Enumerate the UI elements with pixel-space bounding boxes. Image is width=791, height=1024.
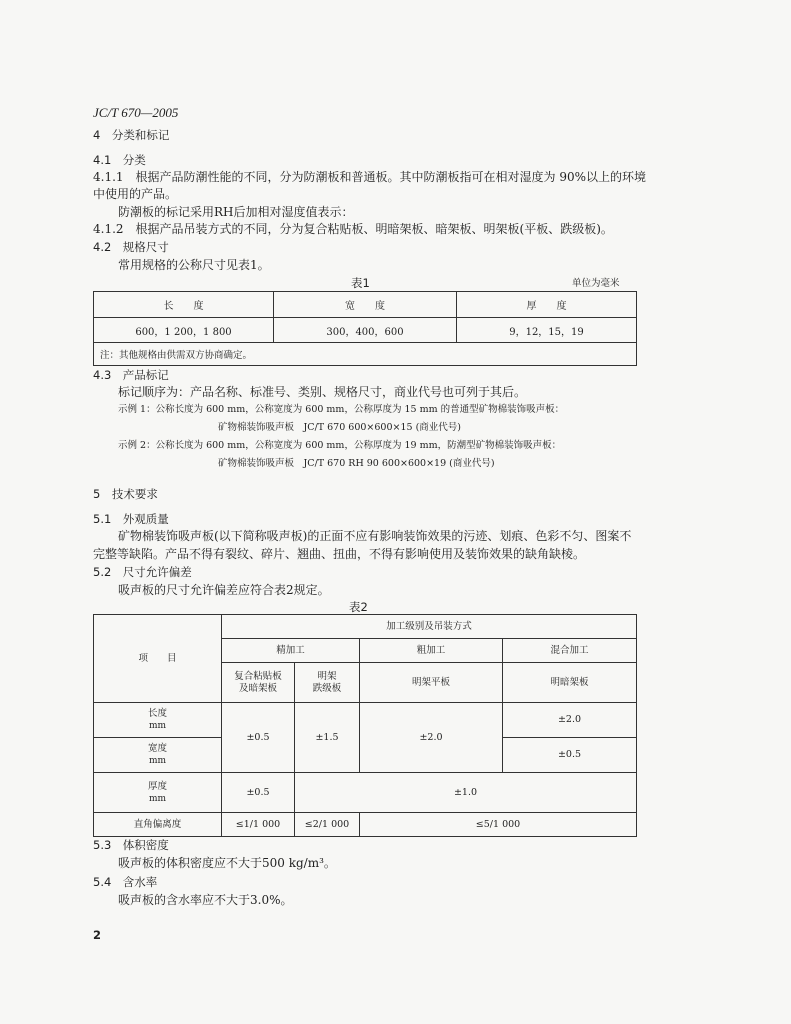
table2-mixed-header: 混合加工 xyxy=(503,639,637,663)
example-1-marking: 矿物棉装饰吸声板 JC/T 670 600×600×15 (商业代号) xyxy=(218,422,461,433)
table2-sub-exposed-step-line2: 跌级板 xyxy=(312,682,342,694)
table2-rough-header: 粗加工 xyxy=(360,639,503,663)
table2-sub-composite-line2: 及暗架板 xyxy=(238,682,277,694)
table2-fine-header: 精加工 xyxy=(222,639,360,663)
paragraph-5-3: 吸声板的体积密度应不大于500 kg/m³。 xyxy=(118,856,336,870)
table2-row-length-label xyxy=(94,703,222,738)
table1-header-thickness: 厚 度 xyxy=(457,292,637,318)
table2-length-label: 长度 xyxy=(147,708,167,719)
section-5-heading: 5 技术要求 xyxy=(93,487,158,501)
table2-squareness-fine1: ≤1/1 000 xyxy=(222,813,295,837)
table1 xyxy=(93,291,637,366)
table1-cell-width: 300，400，600 xyxy=(274,318,457,343)
table1-cell-thickness: 9，12，15，19 xyxy=(457,318,637,343)
table2-sub-exposed-step xyxy=(295,663,360,703)
table2-sub-composite xyxy=(222,663,295,703)
section-4-3-heading: 4.3 产品标记 xyxy=(93,368,169,382)
table1-caption: 表1 xyxy=(351,276,370,290)
paragraph-5-4: 吸声板的含水率应不大于3.0%。 xyxy=(118,893,293,907)
paragraph-5-1-line1: 矿物棉装饰吸声板(以下简称吸声板)的正面不应有影响装饰效果的污迹、划痕、色彩不匀、图案不 xyxy=(118,529,632,543)
section-5-3-heading: 5.3 体积密度 xyxy=(93,838,169,852)
table2-squareness-label: 直角偏离度 xyxy=(94,813,222,837)
paragraph-4-1-1-line1: 4.1.1 根据产品防潮性能的不同，分为防潮板和普通板。其中防潮板指可在相对湿度为 90%以上的环境 xyxy=(93,170,647,184)
paragraph-5-1-line2: 完整等缺陷。产品不得有裂纹、碎片、翘曲、扭曲，不得有影响使用及装饰效果的缺角缺棱。 xyxy=(93,547,586,561)
table2-width-mixed: ±0.5 xyxy=(503,738,637,773)
section-4-heading: 4 分类和标记 xyxy=(93,128,170,142)
table1-cell-length: 600，1 200，1 800 xyxy=(94,318,274,343)
section-5-2-heading: 5.2 尺寸允许偏差 xyxy=(93,565,192,579)
table2-length-mixed: ±2.0 xyxy=(503,703,637,738)
table2-thickness-rest: ±1.0 xyxy=(295,773,637,813)
section-4-1-heading: 4.1 分类 xyxy=(93,153,146,167)
table2-thickness-fine1: ±0.5 xyxy=(222,773,295,813)
table2-sub-exposed-concealed: 明暗架板 xyxy=(503,663,637,703)
table2-row-width-label xyxy=(94,738,222,773)
example-2-marking: 矿物棉装饰吸声板 JC/T 670 RH 90 600×600×19 (商业代号) xyxy=(218,458,495,469)
paragraph-4-2: 常用规格的公称尺寸见表1。 xyxy=(118,258,270,272)
table2-sub-composite-line1: 复合粘贴板 xyxy=(234,670,282,682)
paragraph-4-1-1-line3: 防潮板的标记采用RH后加相对湿度值表示： xyxy=(118,205,354,219)
paragraph-4-1-1-line2: 中使用的产品。 xyxy=(93,187,178,201)
table2-width-label: 宽度 xyxy=(147,743,167,754)
example-1: 示例 1：公称长度为 600 mm，公称宽度为 600 mm，公称厚度为 15 mm 的普通型矿物棉装饰吸声板： xyxy=(118,404,565,415)
paragraph-4-1-2: 4.1.2 根据产品吊装方式的不同，分为复合粘贴板、明暗架板、暗架板、明架板(平板、跌级板)。 xyxy=(93,222,613,236)
standard-header: JC/T 670—2005 xyxy=(93,105,179,120)
section-5-4-heading: 5.4 含水率 xyxy=(93,875,158,889)
example-2: 示例 2：公称长度为 600 mm，公称宽度为 600 mm，公称厚度为 19 mm，防潮型矿物棉装饰吸声板： xyxy=(118,440,562,451)
page-number: 2 xyxy=(93,928,102,942)
table2-item-header: 项 目 xyxy=(94,615,222,703)
table2-caption: 表2 xyxy=(349,600,368,614)
table2-row-thickness-label xyxy=(94,773,222,813)
paragraph-5-2: 吸声板的尺寸允许偏差应符合表2规定。 xyxy=(118,583,330,597)
table1-unit: 单位为毫米 xyxy=(572,278,620,289)
table2-thickness-label: 厚度 xyxy=(147,780,167,792)
paragraph-4-3: 标记顺序为：产品名称、标准号、类别、规格尺寸，商业代号也可列于其后。 xyxy=(118,385,527,399)
table2-lw-fine2: ±1.5 xyxy=(295,703,360,773)
table2-lw-rough: ±2.0 xyxy=(360,703,503,773)
section-4-2-heading: 4.2 规格尺寸 xyxy=(93,240,169,254)
table2-sub-exposed-step-line1: 明架 xyxy=(317,670,337,682)
table2-thickness-unit: mm xyxy=(148,793,167,804)
table2-length-unit: mm xyxy=(148,721,167,731)
table2-sub-exposed-flat: 明架平板 xyxy=(360,663,503,703)
table2-squareness-rest: ≤5/1 000 xyxy=(360,813,637,837)
table2 xyxy=(93,614,637,837)
table2-group-header: 加工级别及吊装方式 xyxy=(222,615,637,639)
table1-header-length: 长 度 xyxy=(94,292,274,318)
table1-note: 注：其他规格由供需双方协商确定。 xyxy=(94,343,637,366)
table2-squareness-fine2: ≤2/1 000 xyxy=(295,813,360,837)
table2-lw-fine1: ±0.5 xyxy=(222,703,295,773)
table1-header-width: 宽 度 xyxy=(274,292,457,318)
section-5-1-heading: 5.1 外观质量 xyxy=(93,512,169,526)
table2-width-unit: mm xyxy=(148,756,167,766)
